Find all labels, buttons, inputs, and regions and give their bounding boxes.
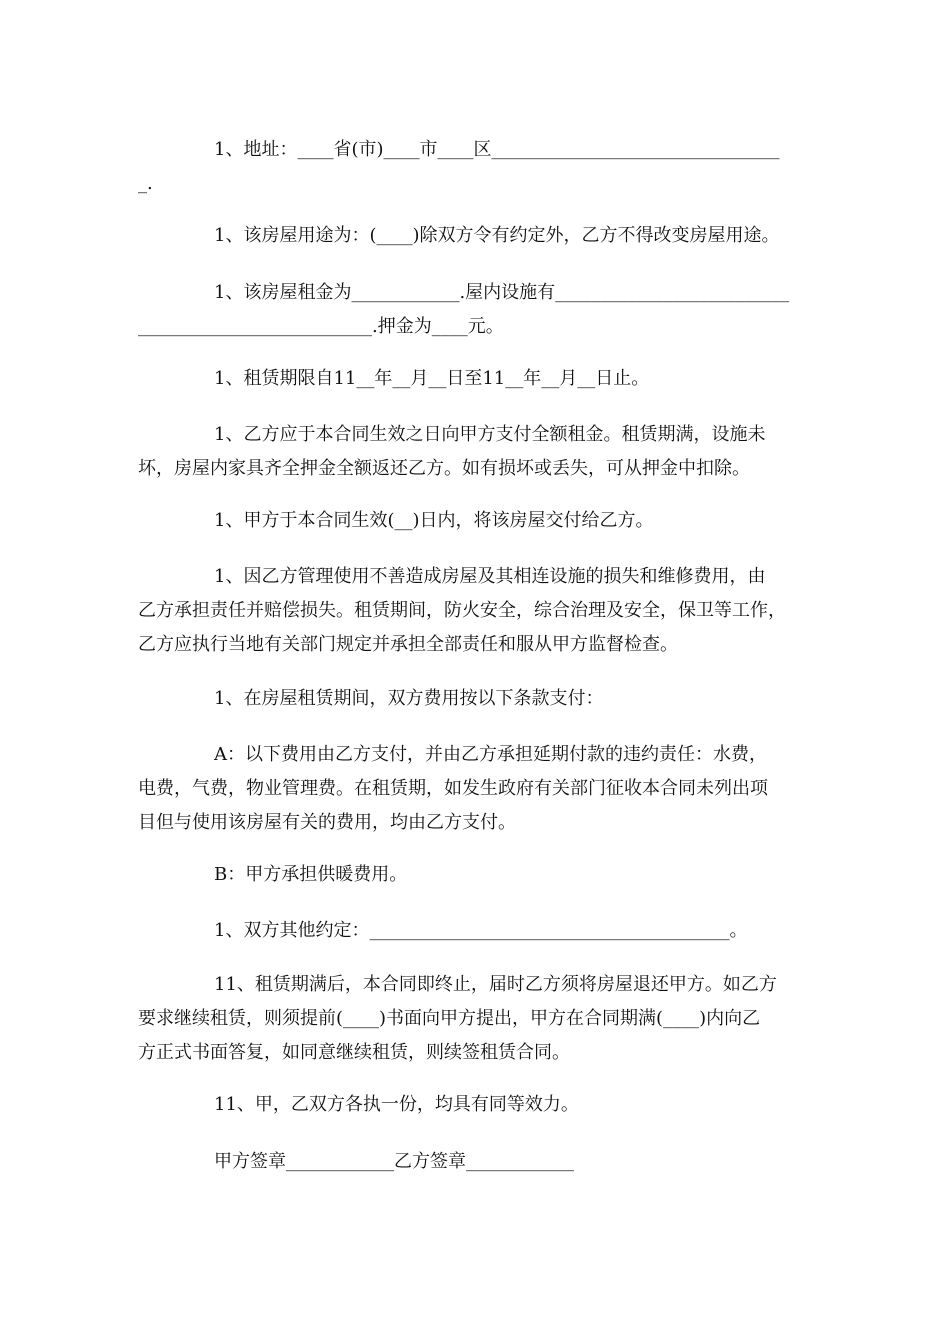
clause-fees-b: B：甲方承担供暖费用。 xyxy=(214,864,408,885)
clause-other: 1、双方其他约定：________________________________________。 xyxy=(214,920,748,941)
clause-expiry: 11、租赁期满后，本合同即终止，届时乙方须将房屋退还甲方。如乙方 要求继续租赁，则须提前(____)书面向甲方提出，甲方在合同期满(____)内向乙 方正式书面答复，如同意继续租赁，则续签租赁合同。 xyxy=(138,974,777,1063)
clause-liability: 1、因乙方管理使用不善造成房屋及其相连设施的损失和维修费用，由 乙方承担责任并赔偿损失。租赁期间，防火安全，综合治理及安全，保卫等工作， 乙方应执行当地有关部门规定并承担全部责任和服从甲方监督检查。 xyxy=(138,566,786,655)
clause-usage: 1、该房屋用途为：(____)除双方令有约定外，乙方不得改变房屋用途。 xyxy=(214,225,780,246)
clause-term: 1、租赁期限自11__年__月__日至11__年__月__日止。 xyxy=(214,368,650,389)
clause-fees: 1、在房屋租赁期间，双方费用按以下条款支付： xyxy=(214,688,604,709)
clause-rent: 1、该房屋租金为____________.屋内设施有__________________________ __________________________.押金为____元。 xyxy=(138,282,790,337)
signature-line: 甲方签章____________乙方签章____________ xyxy=(214,1151,574,1172)
clause-fees-a: A：以下费用由乙方支付，并由乙方承担延期付款的违约责任：水费， 电费，气费，物业管理费。在租赁期，如发生政府有关部门征收本合同未列出项 目但与使用该房屋有关的费用，均由乙方支付。 xyxy=(138,744,768,833)
clause-payment: 1、乙方应于本合同生效之日向甲方支付全额租金。租赁期满，设施未 坏，房屋内家具齐全押金全额返还乙方。如有损坏或丢失，可从押金中扣除。 xyxy=(138,424,766,479)
clause-handover: 1、甲方于本合同生效(__)日内，将该房屋交付给乙方。 xyxy=(214,510,654,531)
clause-address: 1、地址：____省(市)____市____区________________________________ _. xyxy=(138,139,780,194)
clause-copies: 11、甲，乙双方各执一份，均具有同等效力。 xyxy=(214,1094,579,1115)
